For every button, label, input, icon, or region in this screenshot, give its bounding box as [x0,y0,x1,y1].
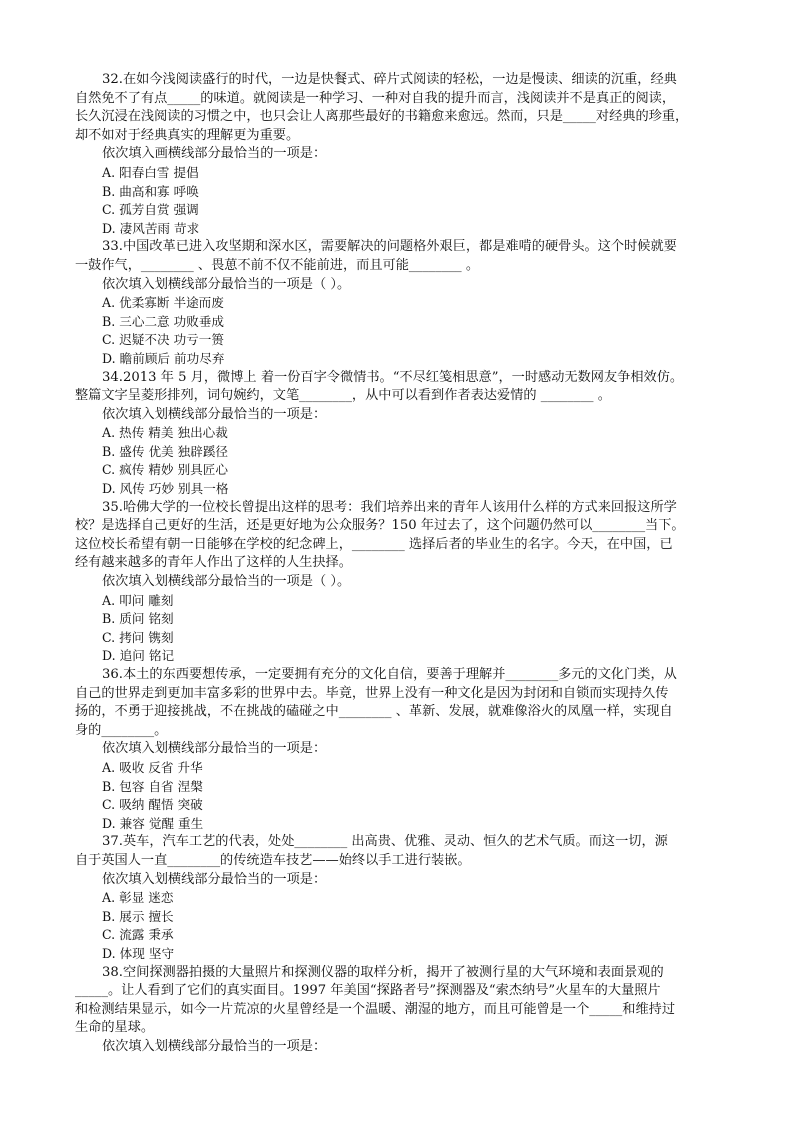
question-stem-line: 这位校长希望有朝一日能够在学校的纪念碑上，________ 选择后者的毕业生的名字。今天，在中国，已 [75,536,673,552]
question-stem-line: 自然免不了有点_____的味道。就阅读是一种学习、一种对自我的提升而言，浅阅读并不是真正的阅读， [75,90,676,106]
question-stem-line: 扬的，不勇于迎接挑战，不在挑战的磕碰之中________ 、革新、发展，就难像浴火的凤凰一样，实现自 [75,704,673,720]
question-stem-line: 身的________。 [75,722,168,738]
answer-option: C. 流露 秉承 [102,927,174,943]
answer-option: A. 彰显 迷恋 [102,890,174,906]
question-block [75,369,730,499]
question-stem-line: 整篇文字呈菱形排列，词句婉约，文笔________，从中可以看到作者表达爱情的 ________ 。 [75,388,611,404]
answer-option: B. 质问 铭刻 [102,611,174,627]
answer-option: B. 展示 擅长 [102,908,174,924]
question-stem-first-line: 35.哈佛大学的一位校长曾提出这样的思考：我们培养出来的青年人该用什么样的方式来回报这所学 [102,499,677,515]
answer-option: A. 叩问 雕刻 [102,592,174,608]
answer-option: C. 拷问 镌刻 [102,629,174,645]
question-prompt: 依次填入划横线部分最恰当的一项是： [102,741,327,757]
answer-option: D. 追问 铭记 [102,648,175,664]
question-stem-first-line: 36.本土的东西要想传承，一定要拥有充分的文化自信，要善于理解并________多元的文化门类，从 [102,667,677,682]
question-stem-first-line: 32.在如今浅阅读盛行的时代，一边是快餐式、碎片式阅读的轻松，一边是慢读、细读的沉重，经典 [102,72,677,87]
answer-option: B. 包容 自省 涅槃 [102,778,203,794]
question-stem-line: 自己的世界走到更加丰富多彩的世界中去。毕竟，世界上没有一种文化是因为封闭和自锁而实现持久传 [75,685,669,701]
question-stem-first-line: 38.空间探测器拍摄的大量照片和探测仪器的取样分析，揭开了被测行星的大气环境和表面景观的 [102,964,664,980]
question-block [75,238,730,368]
question-block [75,499,730,666]
question-block [75,71,730,238]
answer-option: C. 孤芳自赏 强调 [102,202,199,218]
answer-option: B. 三心二意 功败垂成 [102,313,225,329]
question-stem-line: 和检测结果显示，如今一片荒凉的火星曾经是一个温暖、潮湿的地方，而且可能曾是一个_____和维持过 [75,1001,676,1017]
answer-option: A. 优柔寡断 半途而废 [102,295,224,311]
document-page [75,71,730,1056]
question-stem-first-line: 34.2013 年 5 月，微博上 着一份百字令微情书。“不尽红笺相思意”，一时感动无数网友争相效仿。 [102,369,684,385]
question-prompt: 依次填入划横线部分最恰当的一项是： [102,1038,327,1054]
answer-option: D. 兼容 觉醒 重生 [102,815,204,831]
answer-option: A. 吸收 反省 升华 [102,759,203,775]
question-block [75,833,730,963]
answer-option: D. 瞻前顾后 前功尽弃 [102,350,225,366]
question-prompt: 依次填入划横线部分最恰当的一项是： [102,871,327,887]
answer-option: B. 曲高和寡 呼唤 [102,183,199,199]
question-stem-first-line: 37.英车，汽车工艺的代表，处处________ 出高贵、优雅、灵动、恒久的艺术气质。而这一切，源 [102,834,668,850]
answer-option: C. 疯传 精妙 别具匠心 [102,462,228,478]
question-stem-line: 自于英国人一直________的传统造车技艺——始终以手工进行装嵌。 [75,852,471,868]
question-stem-first-line: 33.中国改革已进入攻坚期和深水区，需要解决的问题格外艰巨，都是难啃的硬骨头。这个时候就要 [102,239,677,255]
question-stem-line: 长久沉浸在浅阅读的习惯之中，也只会让人离那些最好的书籍愈来愈远。然而，只是_____对经典的珍重， [75,109,689,125]
question-stem-line: 经有越来越多的青年人作出了这样的人生抉择。 [75,555,352,571]
question-block [75,964,730,1057]
question-prompt: 依次填入划横线部分最恰当的一项是（ ）。 [102,574,351,590]
answer-option: D. 体现 坚守 [102,945,175,961]
question-stem-line: 一鼓作气，________ 、畏葸不前不仅不能前进，而且可能________ 。 [75,257,480,273]
question-stem-line: _____。让人看到了它们的真实面目。1997 年美国“探路者号”探测器及“索杰纳号”火星车的大量照片 [75,983,661,999]
answer-option: A. 阳春白雪 提倡 [102,164,199,180]
question-stem-line: 却不如对于经典真实的理解更为重要。 [75,127,300,143]
answer-option: D. 风传 巧妙 别具一格 [102,481,229,497]
answer-option: A. 热传 精美 独出心裁 [102,425,228,441]
question-prompt: 依次填入画横线部分最恰当的一项是： [102,146,327,162]
question-prompt: 依次填入划横线部分最恰当的一项是： [102,406,327,422]
question-prompt: 依次填入划横线部分最恰当的一项是（ ）。 [102,276,351,292]
question-block [75,666,730,833]
answer-option: B. 盛传 优美 独辟蹊径 [102,443,229,459]
answer-option: C. 吸纳 醒悟 突破 [102,797,203,813]
answer-option: C. 迟疑不决 功亏一篑 [102,332,224,348]
answer-option: D. 凄风苦雨 苛求 [102,220,200,236]
question-stem-line: 生命的星球。 [75,1020,155,1036]
question-stem-line: 校？是选择自己更好的生活，还是更好地为公众服务？150 年过去了，这个问题仍然可以________当下。 [75,518,685,534]
